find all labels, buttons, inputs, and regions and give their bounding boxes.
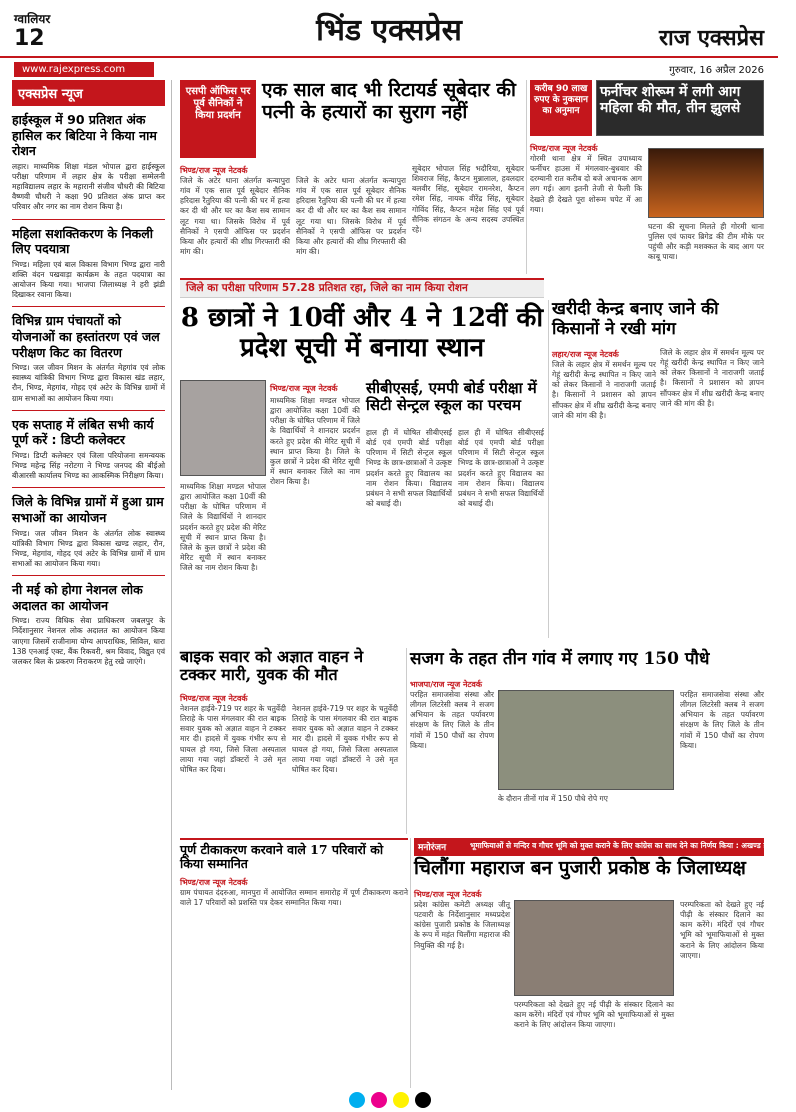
subedar-body-2: जिले के अटेर थाना अंतर्गत कन्यापुरा गांव में एक साल पूर्व सूबेदार सैनिक हरिदास रैतुरिया की पत्नी की घर में हत्या कर दी थी और घर का कैश सब सामान लूट गया था। जिसके विरोध में पूर्व सैनिकों ने एसपी ऑफिस पर प्रदर्शन किया और हत्यारों की शीघ्र गिरफ्तारी की मांग की। xyxy=(296,176,406,256)
yellow-dot xyxy=(393,1092,409,1108)
story-body: भिण्ड। महिला एवं बाल विकास विभाग भिण्ड द्वारा नारी शक्ति वंदन पखवाड़ा कार्यक्रम के तहत पदयात्रा का आयोजन किया गया। भाजपा जिलाध्यक्ष ने हरी झंडी दिखाकर रवाना किया। xyxy=(12,259,165,300)
fire-caption: घटना की सूचना मिलते ही गोरमी थाना पुलिस एवं फायर ब्रिगेड की टीम मौके पर पहुंची और कड़ी मशक्कत के बाद आग पर काबू पाया। xyxy=(648,222,764,262)
fire-photo xyxy=(648,148,764,218)
left-story xyxy=(12,313,165,403)
story-headline: महिला सशक्तिकरण के निकली लिए पदयात्रा xyxy=(12,225,153,257)
result-body-4: माध्यमिक शिक्षा मण्डल भोपाल द्वारा आयोजित कक्षा 10वीं की परीक्षा के घोषित परिणाम में जिले के विद्यार्थियों ने शानदार प्रदर्शन करते हुए प्रदेश की मेरिट सूची में स्थान प्राप्त किया है। जिले के कुल छात्रों ने प्रदेश की मेरिट सूची में स्थान बनाकर जिले का नाम रोशन किया है। xyxy=(180,482,266,572)
vaccination-body: ग्राम पंचायत दंदरुआ, मानपुरा में आयोजित सम्मान समारोह में पूर्ण टीकाकरण कराने वाले 17 परिवारों को प्रशस्ति पत्र देकर सम्मानित किया गया। xyxy=(180,888,408,908)
trees-byline: भाजपा/राज न्यूज नेटवर्क xyxy=(410,680,483,689)
chillaunga-body-3: परम्परिकता को देखते हुए नई पीढ़ी के संस्कार दिलाने का काम करेंगे। मंदिरों एवं गौचर भूमि को भूमाफियाओं से मुक्त कराने के लिए आंदोलन किया जाएगा। xyxy=(680,900,764,960)
edition-city: ग्वालियर xyxy=(14,12,51,26)
result-kicker: जिले का परीक्षा परिणाम 57.28 प्रतिशत रहा, जिले का नाम किया रोशन xyxy=(186,282,468,294)
divider xyxy=(12,575,165,576)
result-body-2: हाल ही में घोषित सीबीएसई बोर्ड एवं एमपी बोर्ड परीक्षा परिणाम में सिटी सेन्ट्रल स्कूल भिण्ड के छात्र-छात्राओं ने उत्कृष्ट प्रदर्शन करते हुए विद्यालय का नाम रोशन किया। विद्यालय प्रबंधन ने सभी सफल विद्यार्थियों को बधाई दी। xyxy=(366,428,452,508)
chillaunga-body-2: परम्परिकता को देखते हुए नई पीढ़ी के संस्कार दिलाने का काम करेंगे। मंदिरों एवं गौचर भूमि को भूमाफियाओं से मुक्त कराने के लिए आंदोलन किया जाएगा। xyxy=(514,1000,674,1030)
story-body: भिण्ड। राज्य विधिक सेवा प्राधिकरण जबलपुर के निर्देशानुसार नेशनल लोक अदालत का आयोजन किया जाएगा जिसमें राजीनामा योग्य आपराधिक, सिविल, धारा 138 एनआई एक्ट, बैंक रिकवरी, श्रम विवाद, विद्युत एवं जलकर बिल के प्रकरण निराकरण हेतु रखे जाएंगे। xyxy=(12,616,165,666)
masthead-title: भिंड एक्सप्रेस xyxy=(316,13,462,48)
chillaunga-photo xyxy=(514,900,674,996)
story-headline: जिले के विभिन्न ग्रामों में हुआ ग्राम सभाओं का आयोजन xyxy=(12,494,164,525)
website-link[interactable]: www.rajexpress.com xyxy=(14,62,154,77)
story-body: भिण्ड। जल जीवन मिशन के अंतर्गत लोक स्वास्थ्य यांत्रिकी विभाग भिण्ड द्वारा विकास खण्ड लहार, रौन, भिण्ड, मेहगांव, गोहद एवं अटेर के विभिन्न ग्रामों में ग्राम सभाओं का आयोजन किया गया। xyxy=(12,528,165,568)
subedar-byline: भिण्ड/राज न्यूज नेटवर्क xyxy=(180,166,248,175)
kharidi-body-2: जिले के लहार क्षेत्र में समर्थन मूल्य पर गेहूं खरीदी केन्द्र स्थापित न किए जाने को लेकर किसानों ने नाराजगी जताई है। किसानों ने प्रशासन को ज्ञापन सौंपकर क्षेत्र में शीघ्र खरीदी केन्द्र बनाए जाने की मांग की है। xyxy=(660,348,764,408)
entertainment-tag: मनोरंजन xyxy=(418,843,447,853)
vaccination-byline: भिण्ड/राज न्यूज नेटवर्क xyxy=(180,878,248,887)
fire-headline: फर्नीचर शोरूम में लगी आग महिला की मौत, तीन झुलसे xyxy=(600,84,741,117)
subedar-body: जिले के अटेर थाना अंतर्गत कन्यापुरा गांव में एक साल पूर्व सूबेदार सैनिक हरिदास रैतुरिया की पत्नी की घर में हत्या कर दी थी और घर का कैश सब सामान लूट गया था। जिसके विरोध में पूर्व सैनिकों ने एसपी ऑफिस पर प्रदर्शन किया और हत्यारों की शीघ्र गिरफ्तारी की मांग की। xyxy=(180,176,290,256)
result-body: माध्यमिक शिक्षा मण्डल भोपाल द्वारा आयोजित कक्षा 10वीं की परीक्षा के घोषित परिणाम में जिले के विद्यार्थियों ने शानदार प्रदर्शन करते हुए प्रदेश की मेरिट सूची में स्थान प्राप्त किया है। जिले के कुल छात्रों ने प्रदेश की मेरिट सूची में स्थान बनाकर जिले का नाम रोशन किया है। xyxy=(270,396,360,486)
divider xyxy=(12,219,165,220)
section-tag: एक्सप्रेस न्यूज xyxy=(12,80,165,106)
print-registration-marks xyxy=(300,1092,480,1108)
story-body: लहार। माध्यमिक शिक्षा मंडल भोपाल द्वारा हाईस्कूल परीक्षा परिणाम में लहार क्षेत्र के परीक्षा सम्मेलनी महाविद्यालय लहार के महारानी संजीव चौधरी की बिटिया वैष्णवी चौधरी ने कक्षा 90 प्रतिशत अंक प्राप्त कर परिवार और नगर का नाम रोशन किया है। xyxy=(12,161,165,212)
trees-body: परहित समाजसेवा संस्था और लीगल लिटरेसी क्लब ने सजग अभियान के तहत पर्यावरण संरक्षण के लिए जिले के तीन गांवों में 150 पौधों का रोपण किया। xyxy=(410,690,494,750)
kharidi-body: जिले के लहार क्षेत्र में समर्थन मूल्य पर गेहूं खरीदी केन्द्र स्थापित न किए जाने को लेकर किसानों ने नाराजगी जताई है। किसानों ने प्रशासन को ज्ञापन सौंपकर क्षेत्र में शीघ्र खरीदी केन्द्र बनाए जाने की मांग की है। xyxy=(552,360,656,420)
left-story xyxy=(12,417,165,482)
trees-photo xyxy=(498,690,674,790)
fire-body: गोरमी थाना क्षेत्र में स्थित उपाध्याय फर्नीचर हाउस में मंगलवार-बुधवार की दरम्यानी रात करीब दो बजे अचानक आग लग गई। आग इतनी तेजी से फैली कि देखते ही देखते पूरा शोरूम चपेट में आ गया। xyxy=(530,154,642,214)
chillaunga-body: प्रदेश कांग्रेस कमेटी अध्यक्ष जीतू पटवारी के निर्देशानुसार मध्यप्रदेश कांग्रेस पुजारी प्रकोष्ठ के जिलाध्यक्ष के रूप में महंत चिलौंगा महाराज की नियुक्ति की गई है। xyxy=(414,900,510,950)
fire-byline: भिण्ड/राज न्यूज नेटवर्क xyxy=(530,144,598,153)
chillaunga-headline: चिलौंगा महाराज बन पुजारी प्रकोष्ठ के जिलाध्यक्ष xyxy=(414,857,746,879)
brand-name: राज एक्सप्रेस xyxy=(659,25,764,51)
chillaunga-byline: भिण्ड/राज न्यूज नेटवर्क xyxy=(414,890,482,899)
trees-caption: के दौरान तीनों गांव में 150 पौधे रोपे गए xyxy=(498,794,608,803)
bike-body: नेशनल हाईवे-719 पर शहर के चतुर्वेदी तिराहे के पास मंगलवार की रात बाइक सवार युवक को अज्ञात वाहन ने टक्कर मार दी। हादसे में युवक गंभीर रूप से घायल हो गया, जिसे जिला अस्पताल लाया गया जहां डॉक्टरों ने उसे मृत घोषित कर दिया। xyxy=(180,704,286,774)
story-body: भिण्ड। डिप्टी कलेक्टर एवं जिला परियोजना समन्वयक भिण्ड महेन्द्र सिंह नरोटगा ने भिण्ड जनपद की बीईओ बीआरसी कार्यालय भिण्ड का आकस्मिक निरीक्षण किया। xyxy=(12,450,165,481)
left-story xyxy=(12,112,165,213)
story-headline: हाईस्कूल में 90 प्रतिशत अंक हासिल कर बिटिया ने किया नाम रोशन xyxy=(12,112,157,159)
result-body-3: हाल ही में घोषित सीबीएसई बोर्ड एवं एमपी बोर्ड परीक्षा परिणाम में सिटी सेन्ट्रल स्कूल भिण्ड के छात्र-छात्राओं ने उत्कृष्ट प्रदर्शन करते हुए विद्यालय का नाम रोशन किया। विद्यालय प्रबंधन ने सभी सफल विद्यार्थियों को बधाई दी। xyxy=(458,428,544,508)
divider xyxy=(12,410,165,411)
protest-tag-box: एसपी ऑफिस पर पूर्व सैनिकों ने किया प्रदर्शन xyxy=(180,80,256,158)
kharidi-headline: खरीदी केन्द्र बनाए जाने की किसानों ने रखी मांग xyxy=(552,299,719,339)
magenta-dot xyxy=(371,1092,387,1108)
cyan-dot xyxy=(349,1092,365,1108)
school-subhead: सीबीएसई, एमपी बोर्ड परीक्षा में सिटी सेन्ट्रल स्कूल का परचम xyxy=(366,379,537,415)
black-dot xyxy=(415,1092,431,1108)
divider xyxy=(12,306,165,307)
bike-headline: बाइक सवार को अज्ञात वाहन ने टक्कर मारी, युवक की मौत xyxy=(180,647,364,685)
divider xyxy=(12,487,165,488)
page-number: 12 xyxy=(14,26,45,51)
bike-byline: भिण्ड/राज न्यूज नेटवर्क xyxy=(180,694,248,703)
date-line: गुरुवार, 16 अप्रैल 2026 xyxy=(669,65,764,76)
trees-body-2: परहित समाजसेवा संस्था और लीगल लिटरेसी क्लब ने सजग अभियान के तहत पर्यावरण संरक्षण के लिए जिले के तीन गांवों में 150 पौधों का रोपण किया। xyxy=(680,690,764,750)
column-rule xyxy=(406,648,407,834)
story-body: भिण्ड। जल जीवन मिशन के अंतर्गत मेहगांव एवं लोक स्वास्थ्य यांत्रिकी विभाग भिण्ड द्वारा विकास खंड लहार, रौन, भिण्ड, मेहगांव, गोहद एवं अटेर के विभिन्न ग्रामों में ग्राम सभाओं का आयोजन किया गया। xyxy=(12,363,165,403)
vaccination-headline: पूर्ण टीकाकरण करवाने वाले 17 परिवारों को किया सम्मानित xyxy=(180,838,408,872)
result-byline: भिण्ड/राज न्यूज नेटवर्क xyxy=(270,384,338,393)
story-headline: नी मई को होगा नेशनल लोक अदालत का आयोजन xyxy=(12,582,143,613)
subedar-headline: एक साल बाद भी रिटायर्ड सूबेदार की पत्नी के हत्यारों का सुराग नहीं xyxy=(262,79,516,123)
left-story xyxy=(12,226,165,301)
left-story xyxy=(12,494,165,569)
kharidi-byline: लहार/राज न्यूज नेटवर्क xyxy=(552,350,619,359)
left-story xyxy=(12,582,165,667)
column-rule xyxy=(410,838,411,1088)
column-rule xyxy=(526,80,527,274)
bike-body-2: नेशनल हाईवे-719 पर शहर के चतुर्वेदी तिराहे के पास मंगलवार की रात बाइक सवार युवक को अज्ञात वाहन ने टक्कर मार दी। हादसे में युवक गंभीर रूप से घायल हो गया, जिसे जिला अस्पताल लाया गया जहां डॉक्टरों ने उसे मृत घोषित कर दिया। xyxy=(292,704,398,774)
subedar-names: सूबेदार भोपाल सिंह भदौरिया, सूबेदार शिवराज सिंह, कैप्टन मुन्नालाल, हवलदार बलवीर सिंह, सूबेदार रामनरेश, कैप्टन रमेश सिंह, नायक वीरेंद्र सिंह, सूबेदार गोविंद सिंह, कैप्टन महेश सिंह एवं पूर्व सैनिक संगठन के अन्य सदस्य उपस्थित रहे। xyxy=(412,164,524,234)
result-headline: 8 छात्रों ने 10वीं और 4 ने 12वीं की प्रदेश सूची में बनाया स्थान xyxy=(180,303,544,363)
story-headline: विभिन्न ग्राम पंचायतों को योजनाओं का हस्तांतरण एवं जल परीक्षण किट का वितरण xyxy=(12,313,160,360)
story-headline: एक सप्ताह में लंबित सभी कार्य पूर्ण करें : डिप्टी कलेक्टर xyxy=(12,416,154,448)
trees-headline: सजग के तहत तीन गांव में लगाए गए 150 पौधे xyxy=(410,649,710,669)
column-rule xyxy=(548,300,549,638)
student-photo xyxy=(180,380,266,476)
loss-tag-box: करीब 90 लाख रुपए के नुकसान का अनुमान xyxy=(530,80,592,136)
chillaunga-kicker: भूमाफियाओं से मन्दिर व गौचर भूमि को मुक्त कराने के लिए कांग्रेस का साथ देने का निर्णय किया : अखण्ड हरि महाराज xyxy=(470,841,796,850)
left-news-column xyxy=(12,80,172,1090)
